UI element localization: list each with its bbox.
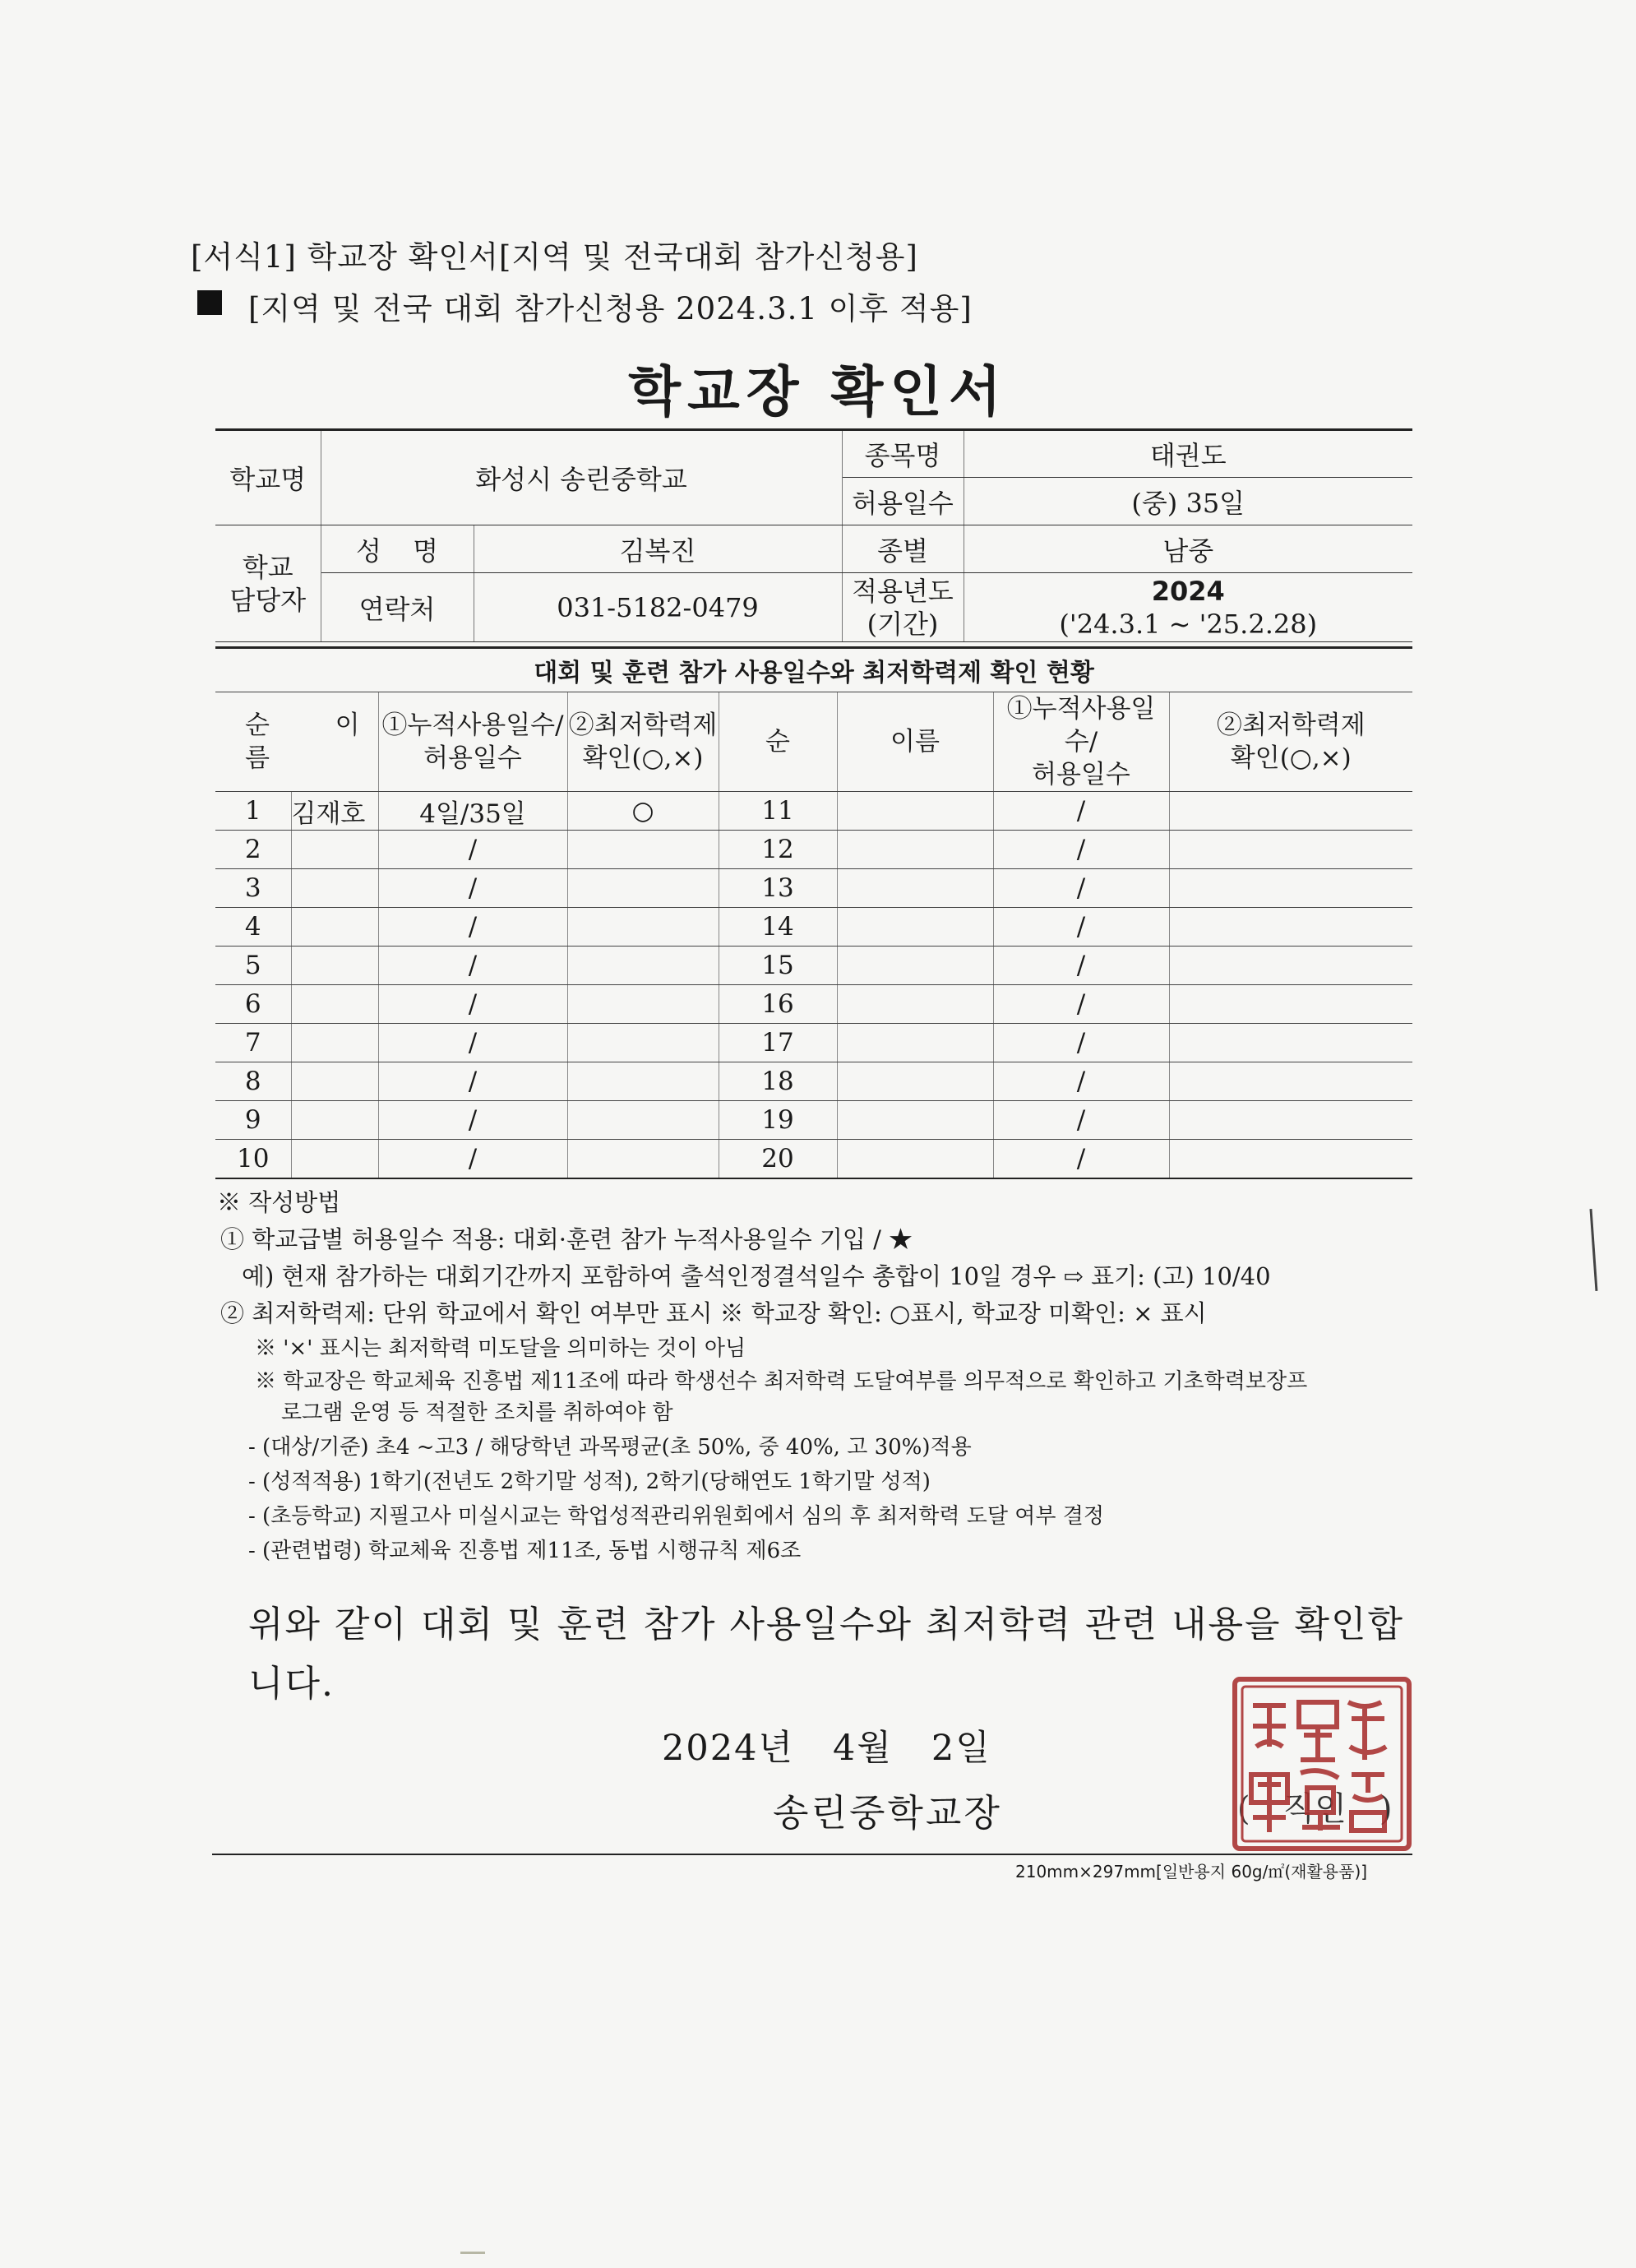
paper-spec: 210mm×297mm[일반용지 60g/㎡(재활용품)] (1015, 1862, 1368, 1882)
row-check (567, 831, 719, 869)
row-name (837, 1140, 993, 1179)
row-seq: 14 (719, 908, 837, 947)
row-name (291, 947, 378, 985)
row-days: / (378, 947, 567, 985)
row-check (567, 869, 719, 908)
row-name (837, 831, 993, 869)
table-row (215, 985, 1412, 1024)
row-name (291, 1062, 378, 1101)
row-days: / (378, 1140, 567, 1179)
row-seq: 6 (215, 985, 291, 1024)
header-check-line1: ②최저학력제 (1216, 710, 1366, 740)
row-name: 김재호 (291, 792, 378, 831)
row-seq: 10 (215, 1140, 291, 1179)
row-seq: 12 (719, 831, 837, 869)
category-value: 남중 (964, 525, 1412, 573)
document-title: 학교장 확인서 (628, 360, 1008, 424)
table-row (215, 1062, 1412, 1101)
confirmation-line-2: 니다. (248, 1663, 335, 1705)
seal-paren-close: ) (1379, 1790, 1393, 1828)
table-row (215, 831, 1412, 869)
row-check (567, 1140, 719, 1179)
row-check (567, 1062, 719, 1101)
manager-label-line1: 학교 (242, 551, 293, 583)
year-value-cell (964, 573, 1412, 642)
row-name (291, 1101, 378, 1140)
row-name (837, 1101, 993, 1140)
row-name (837, 985, 993, 1024)
row-days: / (993, 831, 1169, 869)
header-name: 이름 (245, 710, 360, 773)
contact-value: 031-5182-0479 (474, 573, 842, 642)
row-name (291, 908, 378, 947)
period-value: ('24.3.1 ~ '25.2.28) (1059, 608, 1318, 640)
row-name (291, 985, 378, 1024)
row-days: / (378, 908, 567, 947)
form-label: [서식1] 학교장 확인서[지역 및 전국대회 참가신청용] (191, 239, 918, 275)
row-check (1169, 985, 1412, 1024)
notes-heading: ※ 작성방법 (217, 1188, 341, 1216)
table-row (215, 869, 1412, 908)
row-seq: 3 (215, 869, 291, 908)
note-item-2: ② 최저학력제: 단위 학교에서 확인 여부만 표시 ※ 학교장 확인: ○표시, 학교장 미확인: × 표시 (220, 1299, 1207, 1327)
status-table-caption: 대회 및 훈련 참가 사용일수와 최저학력제 확인 현황 (215, 648, 1412, 692)
row-check (567, 985, 719, 1024)
row-seq: 2 (215, 831, 291, 869)
sport-label: 종목명 (842, 430, 964, 478)
row-seq: 20 (719, 1140, 837, 1179)
row-days: / (993, 792, 1169, 831)
row-days: / (993, 947, 1169, 985)
note-item-1-example: 예) 현재 참가하는 대회기간까지 포함하여 출석인정결석일수 총합이 10일 경우 ⇨ 표기: (고) 10/40 (242, 1262, 1271, 1290)
row-check (567, 1101, 719, 1140)
table-row (215, 792, 1412, 831)
table-row (215, 1101, 1412, 1140)
row-seq: 4 (215, 908, 291, 947)
row-seq: 18 (719, 1062, 837, 1101)
square-bullet-icon (197, 290, 222, 315)
row-days: / (378, 869, 567, 908)
school-name-value: 화성시 송린중학교 (321, 430, 842, 525)
row-check (1169, 1101, 1412, 1140)
header-check-line2: 확인(○,×) (582, 743, 704, 773)
row-days: / (993, 908, 1169, 947)
row-check (567, 947, 719, 985)
row-days: / (378, 985, 567, 1024)
row-seq: 16 (719, 985, 837, 1024)
row-check (1169, 869, 1412, 908)
manager-name-label: 성 명 (321, 525, 474, 573)
header-days-left (378, 692, 567, 792)
table-row (215, 1140, 1412, 1179)
row-check (1169, 947, 1412, 985)
header-days-right (993, 692, 1169, 792)
row-check: ○ (567, 792, 719, 831)
allowed-days-value: (중) 35일 (964, 478, 1412, 525)
note-item-1: ① 학교급별 허용일수 적용: 대회·훈련 참가 누적사용일수 기입 / ★ (220, 1225, 913, 1253)
participation-status-table (215, 646, 1412, 1179)
row-check (1169, 908, 1412, 947)
header-days-line2: 허용일수 (1032, 760, 1130, 789)
header-check-left (567, 692, 719, 792)
seal-placeholder-text: 직인 (1282, 1790, 1347, 1828)
principal-signer: 송린중학교장 (773, 1791, 1002, 1835)
table-row (215, 908, 1412, 947)
scan-artifact (460, 2252, 485, 2254)
row-check (1169, 1062, 1412, 1101)
manager-label (215, 525, 321, 642)
row-seq: 17 (719, 1024, 837, 1062)
row-seq: 8 (215, 1062, 291, 1101)
row-days: / (993, 1062, 1169, 1101)
row-days: / (993, 869, 1169, 908)
year-label (842, 573, 964, 642)
school-seal-stamp (1228, 1673, 1416, 1855)
note-dash-4: - (관련법령) 학교체육 진흥법 제11조, 동법 시행규칙 제6조 (248, 1539, 802, 1563)
row-name (837, 1024, 993, 1062)
row-check (567, 908, 719, 947)
manager-label-line2: 담당자 (229, 584, 307, 616)
header-seq: 순 (245, 710, 270, 740)
row-days: / (993, 985, 1169, 1024)
school-name-label: 학교명 (215, 430, 321, 525)
row-seq: 7 (215, 1024, 291, 1062)
row-name (291, 869, 378, 908)
note-dash-3: - (초등학교) 지필고사 미실시교는 학업성적관리위원회에서 심의 후 최저학력 도달 여부 결정 (248, 1504, 1105, 1529)
header-days-line1: ①누적사용일수/ (1006, 694, 1156, 757)
row-name (837, 908, 993, 947)
row-name (837, 947, 993, 985)
row-name (291, 1024, 378, 1062)
row-seq: 1 (215, 792, 291, 831)
row-check (1169, 1140, 1412, 1179)
header-check-line1: ②최저학력제 (568, 710, 718, 740)
header-name-right: 이름 (837, 692, 993, 792)
row-days: / (378, 831, 567, 869)
row-name (837, 869, 993, 908)
table-row (215, 1024, 1412, 1062)
note-sub-1: ※ '×' 표시는 최저학력 미도달을 의미하는 것이 아님 (255, 1336, 746, 1361)
row-days: / (378, 1024, 567, 1062)
row-check (1169, 1024, 1412, 1062)
allowed-days-label: 허용일수 (842, 478, 964, 525)
header-check-right (1169, 692, 1412, 792)
row-days: / (993, 1140, 1169, 1179)
row-name (291, 831, 378, 869)
header-seq-name-left (215, 692, 378, 792)
header-days-line1: ①누적사용일수/ (381, 710, 564, 740)
note-dash-1: - (대상/기준) 초4 ~고3 / 해당학년 과목평균(초 50%, 중 40%, 고 30%)적용 (248, 1435, 972, 1460)
note-dash-2: - (성적적용) 1학기(전년도 2학기말 성적), 2학기(당해연도 1학기말 성적) (248, 1470, 931, 1494)
row-name (837, 792, 993, 831)
row-days: / (378, 1101, 567, 1140)
row-seq: 13 (719, 869, 837, 908)
row-name (291, 1140, 378, 1179)
year-value: 2024 (1151, 575, 1225, 607)
form-subtitle-text: [지역 및 전국 대회 참가신청용 2024.3.1 이후 적용] (248, 291, 973, 326)
row-days: / (993, 1024, 1169, 1062)
row-seq: 9 (215, 1101, 291, 1140)
row-check (567, 1024, 719, 1062)
row-seq: 11 (719, 792, 837, 831)
header-days-line2: 허용일수 (423, 743, 522, 773)
confirmation-date: 2024년 4월 2일 (662, 1728, 991, 1769)
school-info-table (215, 428, 1412, 642)
row-days: / (378, 1062, 567, 1101)
header-seq-right: 순 (719, 692, 837, 792)
sport-value: 태권도 (964, 430, 1412, 478)
table-row (215, 947, 1412, 985)
note-sub-2a: ※ 학교장은 학교체육 진흥법 제11조에 따라 학생선수 최저학력 도달여부를 의무적으로 확인하고 기초학력보장프 (255, 1369, 1308, 1394)
header-check-line2: 확인(○,×) (1230, 743, 1352, 773)
note-sub-2b: 로그램 운영 등 적절한 조치를 취하여야 함 (281, 1400, 673, 1425)
seal-paren-open: ( (1237, 1790, 1250, 1828)
row-check (1169, 831, 1412, 869)
row-days: 4일/35일 (378, 792, 567, 831)
margin-pen-mark (1590, 1209, 1598, 1291)
row-seq: 15 (719, 947, 837, 985)
confirmation-line-1: 위와 같이 대회 및 훈련 참가 사용일수와 최저학력 관련 내용을 확인합 (248, 1604, 1404, 1645)
row-name (837, 1062, 993, 1101)
row-check (1169, 792, 1412, 831)
contact-label: 연락처 (321, 573, 474, 642)
row-seq: 19 (719, 1101, 837, 1140)
year-label-line2: (기간) (867, 608, 939, 640)
row-seq: 5 (215, 947, 291, 985)
category-label: 종별 (842, 525, 964, 573)
manager-name-value: 김복진 (474, 525, 842, 573)
year-label-line1: 적용년도 (852, 575, 954, 607)
row-days: / (993, 1101, 1169, 1140)
form-subtitle (248, 284, 973, 328)
